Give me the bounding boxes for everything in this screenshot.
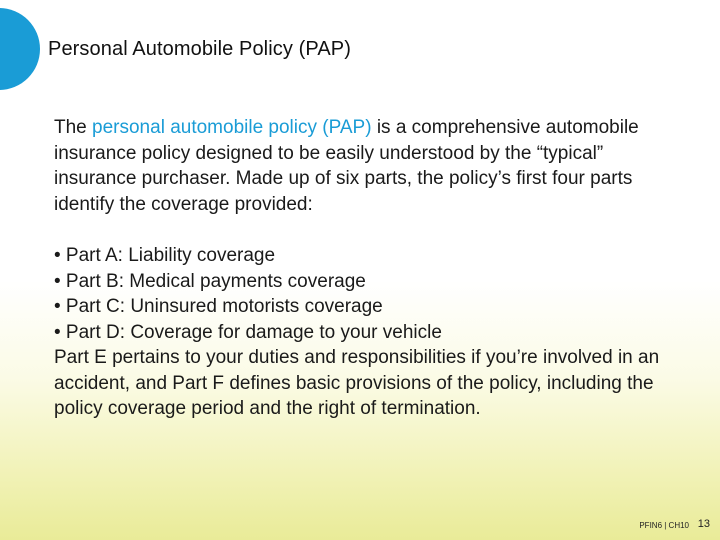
- closing-paragraph: Part E pertains to your duties and responsibilities if you’re involved in an accident, and Part F defines basic provisions of the policy, including the policy coverage period and the right of termination.: [54, 347, 660, 419]
- list-item: • Part D: Coverage for damage to your vehicle: [54, 321, 442, 343]
- list-item: • Part B: Medical payments coverage: [54, 270, 366, 292]
- intro-lead: The: [54, 117, 93, 138]
- slide-title: Personal Automobile Policy (PAP): [48, 38, 351, 60]
- page-number: 13: [697, 518, 710, 530]
- highlighted-term: personal automobile policy (PAP): [92, 117, 372, 138]
- corner-accent-circle: [0, 8, 40, 90]
- intro-rest: is a comprehensive automobile insurance policy designed to be easily understood by the “typical” insurance purchaser. Made up of six parts, the policy’s first four parts identify the coverage provided:: [54, 117, 639, 215]
- list-item: • Part C: Uninsured motorists coverage: [54, 296, 383, 317]
- coverage-list: [54, 243, 674, 345]
- intro-paragraph: [54, 115, 674, 217]
- slide-content: [54, 115, 674, 422]
- list-item: • Part A: Liability coverage: [54, 245, 276, 266]
- footer-label: PFIN6 | CH10: [639, 521, 689, 530]
